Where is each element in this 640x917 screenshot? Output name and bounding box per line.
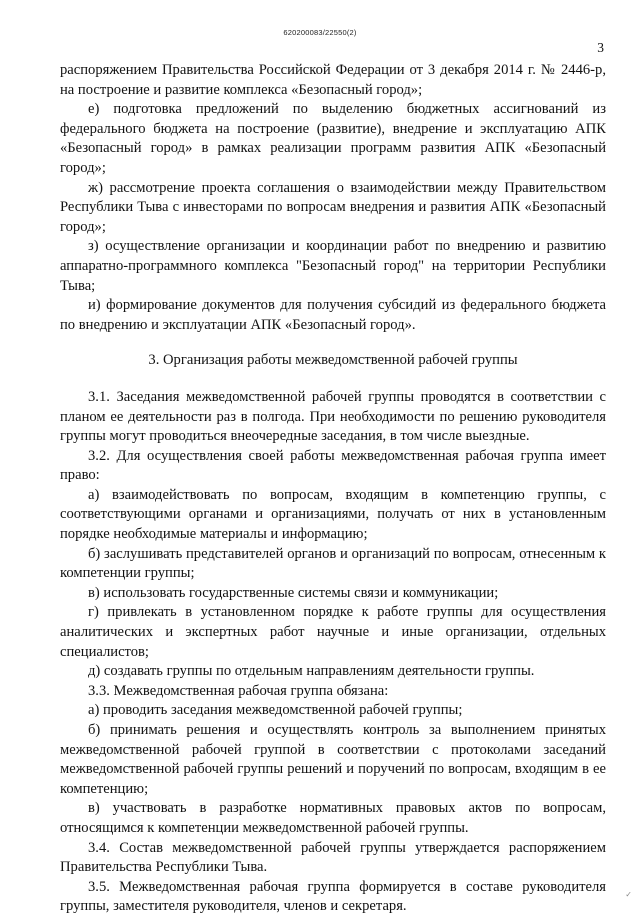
- paragraph-3-2: 3.2. Для осуществления своей работы межведомственная рабочая группа имеет право:: [60, 447, 606, 484]
- document-code: 620200083/22550(2): [283, 28, 357, 37]
- corner-mark: ✓: [625, 890, 632, 899]
- paragraph-3-2-a: а) взаимодействовать по вопросам, входящим в компетенцию группы, с соответствующими органами и организациями, получать от них в установленным порядке необходимые материалы и информацию;: [60, 486, 606, 543]
- section-heading: 3. Организация работы межведомственной рабочей группы: [148, 352, 518, 369]
- paragraph-3-2-v: в) использовать государственные системы связи и коммуникации;: [88, 584, 499, 601]
- paragraph-3-1: 3.1. Заседания межведомственной рабочей группы проводятся в соответствии с планом ее деятельности раз в полгода. При необходимости по решению руководителя группы могут проводиться внеочередные заседания, в том числе выездные.: [60, 388, 606, 445]
- paragraph-3-3: 3.3. Межведомственная рабочая группа обязана:: [88, 682, 389, 699]
- paragraph-3-5: 3.5. Межведомственная рабочая группа формируется в составе руководителя группы, заместителя руководителя, членов и секретаря.: [60, 878, 606, 915]
- paragraph-3-4: 3.4. Состав межведомственной рабочей группы утверждается распоряжением Правительства Республики Тыва.: [60, 839, 606, 876]
- paragraph-item-i: и) формирование документов для получения субсидий из федерального бюджета по внедрению и эксплуатации АПК «Безопасный город».: [60, 297, 606, 333]
- paragraph-3-2-d: д) создавать группы по отдельным направлениям деятельности группы.: [88, 663, 535, 680]
- paragraph-item-e: е) подготовка предложений по выделению бюджетных ассигнований из федерального бюджета на построение (развитие), внедрение и эксплуатацию АПК «Безопасный город» в рамках реализации программ развития АПК «Безопасный город»;: [60, 101, 606, 176]
- paragraph-continuation: распоряжением Правительства Российской Федерации от 3 декабря 2014 г. № 2446-р, на построение и развитие комплекса «Безопасный город»;: [60, 62, 606, 98]
- paragraph-3-3-v: в) участвовать в разработке нормативных правовых актов по вопросам, относящимся к компетенции межведомственной рабочей группы.: [60, 800, 606, 836]
- page-number: 3: [597, 40, 604, 55]
- paragraph-item-zh: ж) рассмотрение проекта соглашения о взаимодействии между Правительством Республики Тыва с инвесторами по вопросам внедрения и развития АПК «Безопасный город»;: [60, 179, 606, 235]
- paragraph-item-z: з) осуществление организации и координации работ по внедрению и развитию аппаратно-программного комплекса "Безопасный город" на территории Республики Тыва;: [60, 238, 606, 294]
- paragraph-3-2-g: г) привлекать в установленном порядке к работе группы для осуществления аналитических и экспертных работ научные и иные организации, отдельных специалистов;: [60, 604, 606, 660]
- paragraph-3-3-b: б) принимать решения и осуществлять контроль за выполнением принятых межведомственной рабочей группой в соответствии с протоколами заседаний межведомственной рабочей группы решений и поручений по вопросам, входящим в ее компетенцию;: [60, 722, 606, 797]
- document-body: [60, 61, 606, 917]
- paragraph-3-3-a: а) проводить заседания межведомственной рабочей группы;: [88, 702, 463, 719]
- paragraph-3-2-b: б) заслушивать представителей органов и организаций по вопросам, отнесенным к компетенции группы;: [60, 545, 606, 582]
